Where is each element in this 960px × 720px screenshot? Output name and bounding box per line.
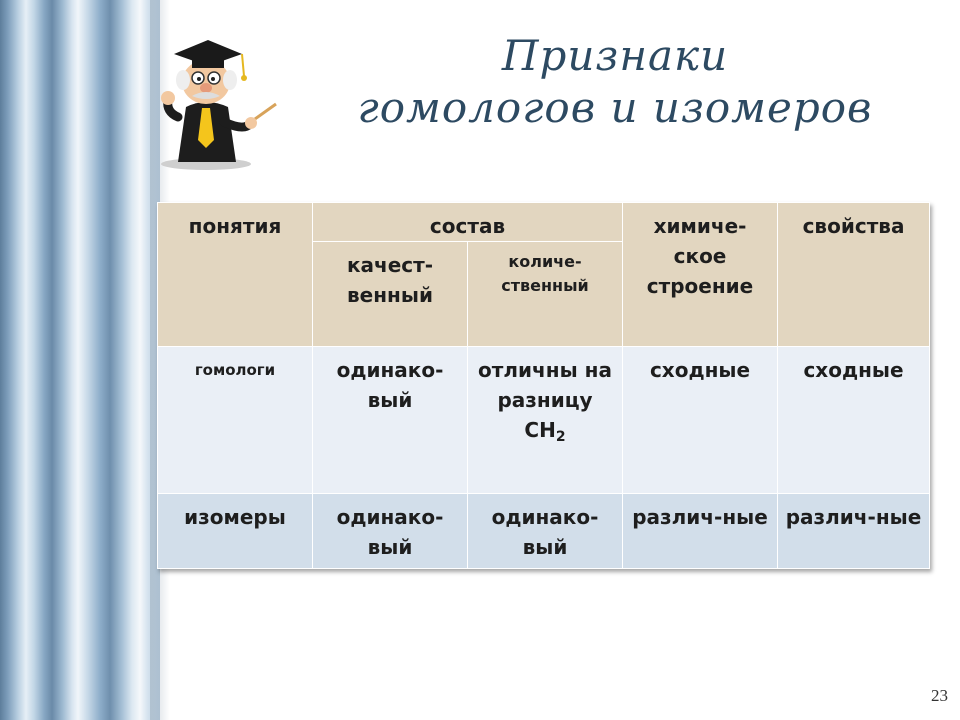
row-isomers-quantitative: одинако-вый bbox=[468, 494, 623, 569]
header-row-1 bbox=[158, 203, 930, 242]
row-homologs-structure: сходные bbox=[623, 347, 778, 494]
formula-ch: CH bbox=[524, 418, 556, 442]
title-line-2: гомологов и изомеров bbox=[357, 83, 873, 132]
header-structure: химиче-ское строение bbox=[623, 203, 778, 347]
slide-title bbox=[300, 30, 930, 134]
professor-mascot-icon bbox=[156, 22, 278, 172]
comparison-table bbox=[157, 202, 930, 569]
row-isomers-qualitative: одинако-вый bbox=[313, 494, 468, 569]
header-properties: свойства bbox=[778, 203, 930, 347]
curtain-decoration bbox=[0, 0, 160, 720]
formula-subscript: 2 bbox=[555, 429, 566, 445]
row-homologs-properties: сходные bbox=[778, 347, 930, 494]
table-row-isomers bbox=[158, 494, 930, 569]
row-homologs-name: гомологи bbox=[158, 347, 313, 494]
homologs-quant-text: отличны на разницу bbox=[478, 358, 612, 412]
header-qualitative: качест-венный bbox=[313, 242, 468, 347]
row-isomers-name: изомеры bbox=[158, 494, 313, 569]
header-concepts: понятия bbox=[158, 203, 313, 347]
row-homologs-quantitative bbox=[468, 347, 623, 494]
row-isomers-structure: различ-ные bbox=[623, 494, 778, 569]
title-line-1: Признаки bbox=[501, 31, 729, 80]
row-isomers-properties: различ-ные bbox=[778, 494, 930, 569]
header-composition: состав bbox=[313, 203, 623, 242]
page-number: 23 bbox=[931, 686, 948, 705]
table-row-homologs bbox=[158, 347, 930, 494]
row-homologs-qualitative: одинако-вый bbox=[313, 347, 468, 494]
header-quantitative: количе-ственный bbox=[468, 242, 623, 347]
